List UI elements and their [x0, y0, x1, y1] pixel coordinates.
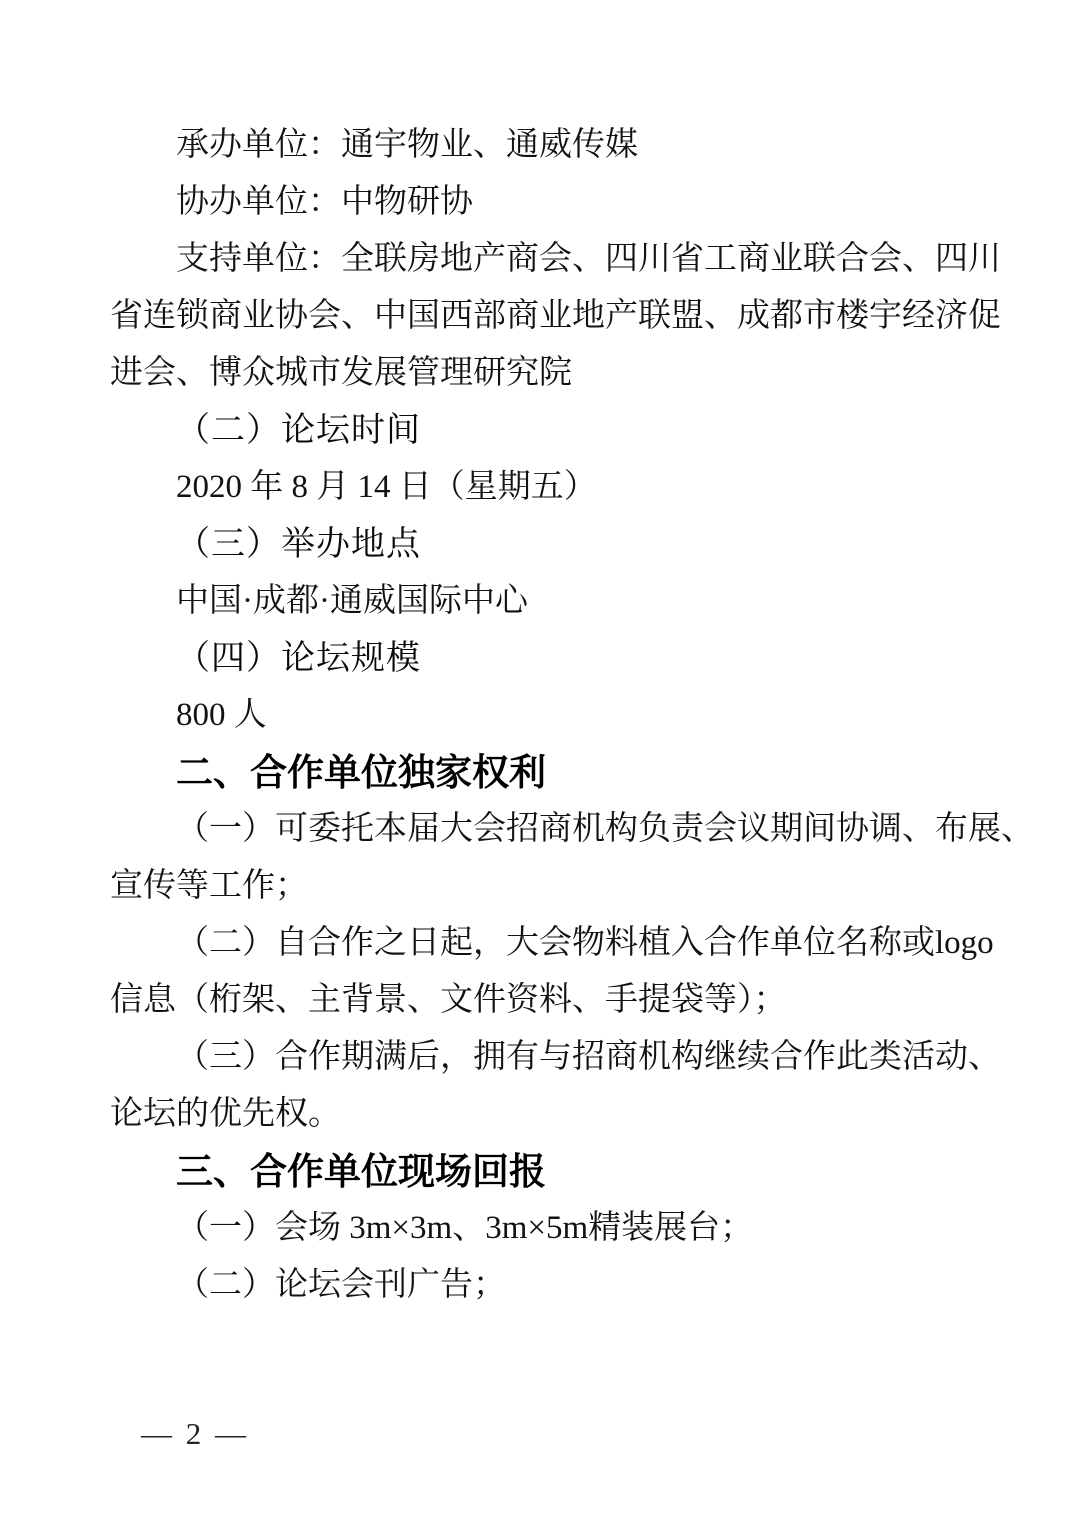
- subheading-forum-time: （二）论坛时间: [176, 412, 421, 449]
- line-right-3a: （三）合作期满后，拥有与招商机构继续合作此类活动、: [176, 1039, 1001, 1075]
- line-return-2: （二）论坛会刊广告；: [176, 1267, 506, 1303]
- line-attendee-count: 800 人: [176, 697, 267, 733]
- line-right-1b: 宣传等工作；: [110, 868, 308, 904]
- line-support-units-3: 进会、博众城市发展管理研究院: [110, 355, 572, 391]
- line-organizer-unit: 承办单位：通宇物业、通威传媒: [176, 127, 638, 163]
- line-forum-date: 2020 年 8 月 14 日（星期五）: [176, 469, 597, 505]
- line-venue: 中国·成都·通威国际中心: [176, 583, 528, 619]
- section-heading-exclusive-rights: 二、合作单位独家权利: [176, 752, 546, 793]
- subheading-venue: （三）举办地点: [176, 526, 421, 563]
- document-body: [110, 117, 1034, 1314]
- line-right-3b: 论坛的优先权。: [110, 1096, 341, 1132]
- line-support-units-2: 省连锁商业协会、中国西部商业地产联盟、成都市楼宇经济促: [110, 298, 1001, 334]
- page-number: — 2 —: [141, 1416, 249, 1451]
- line-right-1a: （一）可委托本届大会招商机构负责会议期间协调、布展、: [176, 811, 1034, 847]
- line-return-1: （一）会场 3m×3m、3m×5m精装展台；: [176, 1210, 754, 1246]
- line-right-2b: 信息（桁架、主背景、文件资料、手提袋等）；: [110, 982, 787, 1018]
- line-right-2a: （二）自合作之日起，大会物料植入合作单位名称或logo: [176, 925, 994, 961]
- line-coorganizer-unit: 协办单位：中物研协: [176, 184, 473, 220]
- subheading-forum-scale: （四）论坛规模: [176, 640, 421, 677]
- line-support-units-1: 支持单位：全联房地产商会、四川省工商业联合会、四川: [176, 241, 1001, 277]
- section-heading-onsite-returns: 三、合作单位现场回报: [176, 1151, 546, 1192]
